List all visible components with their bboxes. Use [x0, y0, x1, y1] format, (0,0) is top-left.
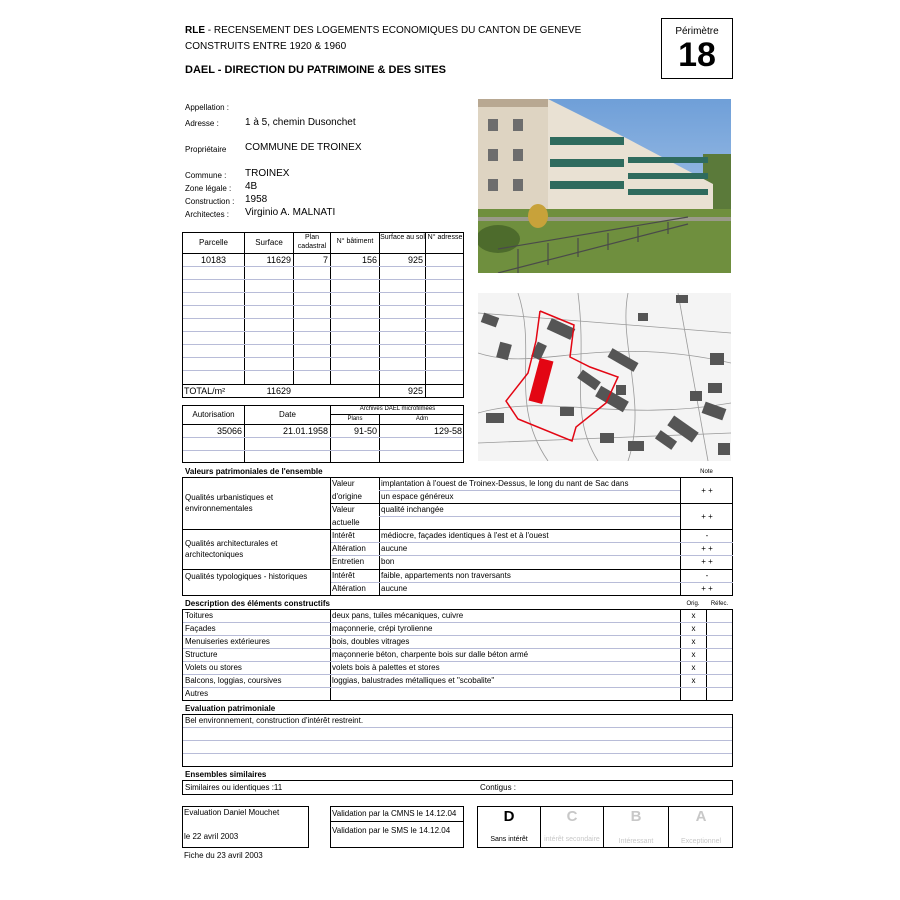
- element-label: Menuiseries extérieures: [185, 637, 270, 646]
- grade-label: intérêt secondaire: [544, 836, 600, 843]
- appellation-label: Appellation :: [185, 103, 230, 112]
- valeur-actuelle-note: + +: [701, 512, 713, 521]
- commune-label: Commune :: [185, 171, 227, 180]
- building-photo: [478, 99, 731, 273]
- adresse-label: Adresse :: [185, 119, 219, 128]
- grade-letter: C: [566, 808, 578, 825]
- element-label: Autres: [185, 689, 209, 698]
- element-text: volets bois à palettes et stores: [332, 663, 440, 672]
- architectes-label: Architectes :: [185, 210, 230, 219]
- col-header-plan: Plan cadastral: [297, 234, 327, 250]
- element-label: Volets ou stores: [185, 663, 242, 672]
- dael-title: DAEL - DIRECTION DU PATRIMOINE & DES SITES: [185, 64, 446, 76]
- valeur-actuelle-label2: actuelle: [332, 518, 360, 527]
- typo-alteration-text: aucune: [381, 584, 408, 593]
- valeur-actuelle-label1: Valeur: [332, 505, 355, 514]
- commune-value: TROINEX: [245, 168, 290, 179]
- element-text: maçonnerie, crépi tyrolienne: [332, 624, 433, 633]
- arch-alteration-note: + +: [701, 544, 713, 553]
- grade-letter: B: [630, 808, 642, 825]
- header-title-line2: CONSTRUITS ENTRE 1920 & 1960: [185, 41, 347, 52]
- perimetre-value: 18: [678, 36, 716, 74]
- rle-abbr: RLE: [185, 25, 205, 36]
- architectes-value: Virginio A. MALNATI: [245, 207, 336, 218]
- element-orig: x: [691, 650, 696, 659]
- batiment-value: 156: [361, 255, 377, 265]
- col-header-adresse: N° adresse: [427, 234, 463, 241]
- grade-letter: D: [503, 808, 515, 825]
- valeur-origine-label1: Valeur: [332, 479, 355, 488]
- col-header-surface: Surface: [255, 238, 283, 247]
- element-text: bois, doubles vitrages: [332, 637, 410, 646]
- surface-sol-value: 925: [407, 255, 423, 265]
- element-orig: x: [691, 611, 696, 620]
- element-text: deux pans, tuiles mécaniques, cuivre: [332, 611, 464, 620]
- total-label: TOTAL/m²: [184, 386, 226, 396]
- date-value: 21.01.1958: [282, 426, 328, 436]
- arch-interet-label: Intérêt: [332, 531, 355, 540]
- orig-label: Orig.: [686, 601, 700, 607]
- contigus-text: Contigus :: [480, 783, 517, 792]
- validation-sms: Validation par le SMS le 14.12.04: [332, 826, 451, 835]
- similaires-text: Similaires ou identiques :11: [185, 783, 283, 792]
- typo-interet-note: -: [705, 571, 709, 580]
- ensembles-title: Ensembles similaires: [185, 770, 267, 779]
- evaluation-text: Bel environnement, construction d'intérêt restreint.: [185, 716, 364, 725]
- perimetre-box: [661, 18, 733, 79]
- valeur-origine-text2: un espace généreux: [381, 492, 454, 501]
- element-label: Façades: [185, 624, 216, 633]
- element-label: Structure: [185, 650, 218, 659]
- note-label: Note: [700, 469, 713, 475]
- cadastral-map: [478, 293, 731, 461]
- autorisation-value: 35066: [216, 426, 242, 436]
- plans-value: 91-50: [353, 426, 377, 436]
- grade-label: Sans intérêt: [490, 836, 528, 843]
- valeur-origine-text1: implantation à l'ouest de Troinex-Dessus, le long du nant de Sac dans: [381, 479, 629, 488]
- construction-label: Construction :: [185, 197, 235, 206]
- arch-entretien-note: + +: [701, 557, 713, 566]
- proprietaire-label: Propriétaire: [185, 145, 227, 154]
- element-text: loggias, balustrades métalliques et "scobalite": [332, 676, 495, 685]
- total-sol: 925: [407, 386, 423, 396]
- validation-cmns: Validation par la CMNS le 14.12.04: [332, 809, 457, 818]
- element-orig: x: [691, 637, 696, 646]
- typo-alteration-note: + +: [701, 584, 713, 593]
- header-title-text: - RECENSEMENT DES LOGEMENTS ECONOMIQUES DU CANTON DE GENEVE: [205, 25, 582, 36]
- col-header-parcelle: Parcelle: [199, 238, 228, 247]
- col-header-surface-sol: Surface au sol: [380, 234, 425, 241]
- typo-interet-text: faible, appartements non traversants: [381, 571, 511, 580]
- parcel-value: 10183: [200, 255, 227, 265]
- grade-label: Intéressant: [618, 838, 654, 845]
- typo-alteration-label: Altération: [332, 584, 366, 593]
- perimetre-label: Périmètre: [675, 26, 719, 37]
- evaluator-name: Evaluation Daniel Mouchet: [184, 808, 280, 817]
- typo-interet-label: Intérêt: [332, 571, 355, 580]
- qualites-urbanistiques: Qualités urbanistiques et environnementales: [185, 493, 274, 513]
- valeur-origine-label2: d'origine: [332, 492, 362, 501]
- element-orig: x: [691, 624, 696, 633]
- archives-label: Archives DAEL microfilmées: [359, 406, 436, 412]
- adresse-value: 1 à 5, chemin Dusonchet: [245, 117, 356, 128]
- plans-label: Plans: [347, 416, 363, 422]
- plan-value: 7: [322, 255, 328, 265]
- total-surface: 11629: [266, 386, 291, 396]
- arch-interet-text: médiocre, façades identiques à l'est et à l'ouest: [381, 531, 549, 540]
- zone-value: 4B: [245, 181, 258, 192]
- refec-label: Réfec.: [710, 601, 729, 607]
- arch-alteration-label: Altération: [332, 544, 366, 553]
- construction-value: 1958: [245, 194, 268, 205]
- header-title-line1: [185, 25, 581, 36]
- col-header-batiment: N° bâtiment: [336, 238, 374, 245]
- qualites-typologiques: Qualités typologiques - historiques: [185, 572, 308, 581]
- evaluator-date: le 22 avril 2003: [184, 832, 239, 841]
- elements-title: Description des éléments constructifs: [185, 599, 330, 608]
- element-label: Balcons, loggias, coursives: [185, 676, 282, 685]
- autorisation-label: Autorisation: [192, 410, 235, 419]
- element-orig: x: [691, 663, 696, 672]
- fiche-date: Fiche du 23 avril 2003: [184, 851, 263, 860]
- arch-interet-note: -: [705, 531, 709, 540]
- valeur-origine-note: + +: [701, 486, 713, 495]
- arch-entretien-label: Entretien: [332, 557, 365, 566]
- zone-label: Zone légale :: [185, 184, 232, 193]
- element-orig: x: [691, 676, 696, 685]
- grade-letter: A: [695, 808, 707, 825]
- surface-value: 11629: [266, 255, 291, 265]
- date-label: Date: [279, 410, 296, 419]
- arch-alteration-text: aucune: [381, 544, 408, 553]
- element-label: Toitures: [185, 611, 214, 620]
- evaluation-title: Evaluation patrimoniale: [185, 704, 276, 713]
- proprietaire-value: COMMUNE DE TROINEX: [245, 142, 362, 153]
- qualites-architecturales: Qualités architecturales et architectoniques: [185, 539, 278, 559]
- adm-label: Adm: [415, 416, 429, 422]
- element-text: maçonnerie béton, charpente bois sur dalle béton armé: [332, 650, 529, 659]
- grade-label: Exceptionnel: [680, 838, 722, 845]
- adm-value: 129-58: [433, 426, 462, 436]
- arch-entretien-text: bon: [381, 557, 395, 566]
- valeur-actuelle-text: qualité inchangée: [381, 505, 444, 514]
- valeurs-title: Valeurs patrimoniales de l'ensemble: [185, 467, 323, 476]
